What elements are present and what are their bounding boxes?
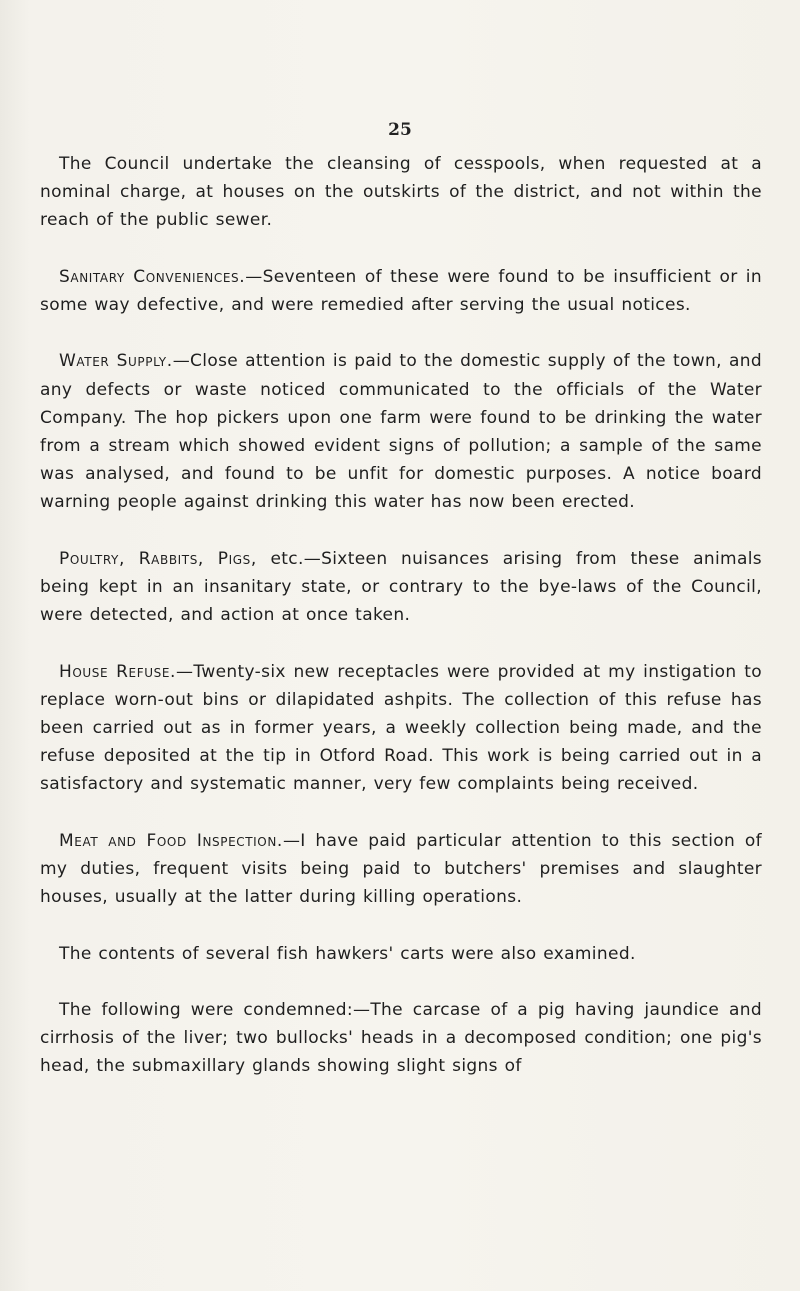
paragraph-text: —Seventeen of these were found to be insufficient or in some way defective, and were remedied after serving the usual notices. — [40, 266, 762, 315]
paragraph-text: —Twenty-six new receptacles were provided at my instigation to replace worn-out bins or dilapidated ashpits. The collection of this refuse has been carried out as in former years, a weekly collection being made, and the refuse deposited at the tip in Otford Road. This work is being carried out in a satisfactory and systematic manner, very few complaints being received. — [40, 661, 762, 795]
paragraph-cesspools — [40, 150, 762, 235]
paragraph-text: etc.—Sixteen nuisances arising from these animals being kept in an insanitary state, or contrary to the bye-laws of the Council, were detected, and action at once taken. — [40, 548, 762, 626]
paragraph-sanitary-conveniences — [40, 263, 762, 319]
section-heading: Meat and Food Inspection. — [59, 830, 283, 851]
body-text — [40, 150, 762, 1109]
page-number: 25 — [388, 120, 412, 140]
paragraph-text: The Council undertake the cleansing of cesspools, when requested at a nominal charge, at houses on the outskirts of the district, and not within the reach of the public sewer. — [40, 154, 762, 231]
paragraph-poultry-rabbits-pigs — [40, 545, 762, 630]
paragraph-text: The contents of several fish hawkers' carts were also examined. — [59, 943, 636, 964]
section-heading: House Refuse. — [59, 661, 177, 682]
paragraph-fish-hawkers — [40, 940, 762, 968]
paragraph-meat-food-inspection — [40, 827, 762, 912]
paragraph-house-refuse — [40, 658, 762, 799]
paragraph-text: The following were condemned:—The carcase of a pig having jaundice and cirrhosis of the liver; two bullocks' heads in a decomposed condition; one pig's head, the submaxillary glands showing slight signs of — [40, 999, 762, 1077]
section-heading: Sanitary Conveniences. — [59, 266, 246, 287]
paragraph-water-supply — [40, 347, 762, 516]
paragraph-condemned — [40, 996, 762, 1081]
paragraph-text: —I have paid particular attention to this section of my duties, frequent visits being paid to butchers' premises and slaughter houses, usually at the latter during killing operations. — [40, 830, 762, 908]
section-heading: Poultry, Rabbits, Pigs, — [59, 548, 257, 569]
section-heading: Water Supply. — [59, 351, 173, 372]
paragraph-text: —Close attention is paid to the domestic supply of the town, and any defects or waste noticed communicated to the officials of the Water Company. The hop pickers upon one farm were found to be drinking the water from a stream which showed evident signs of pollution; a sample of the same was analysed, and found to be unfit for domestic purposes. A notice board warning people against drinking this water has now been erected. — [40, 351, 762, 513]
